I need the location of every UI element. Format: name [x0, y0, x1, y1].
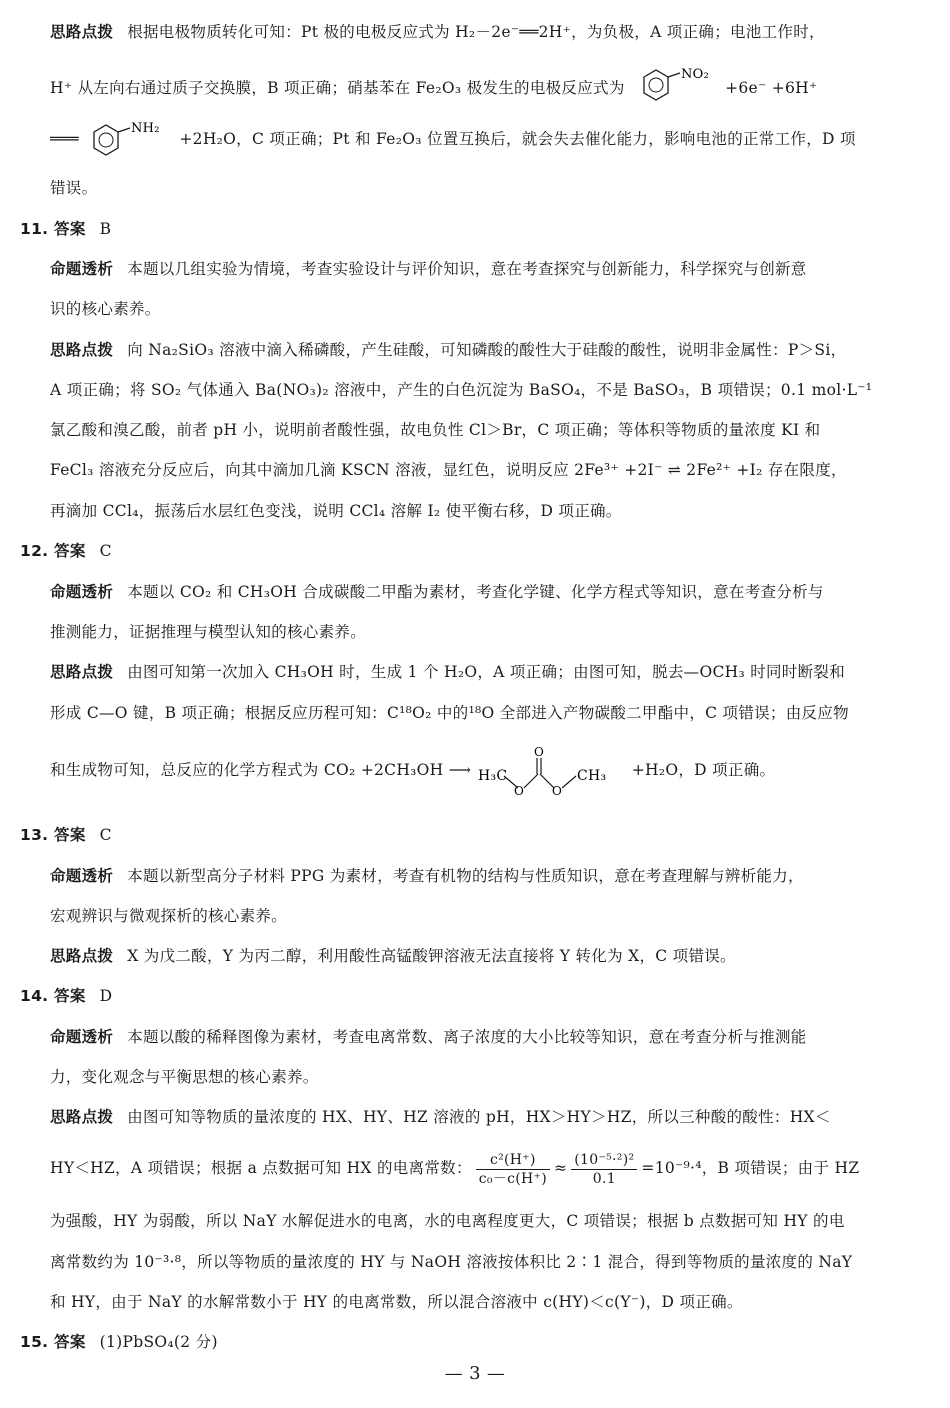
- line-text: H⁺ 从左向右通过质子交换膜，B 项正确；硝基苯在 Fe₂O₃ 极发生的电极反应式为: [50, 79, 625, 97]
- page-number: — 3 —: [444, 1363, 506, 1384]
- approx-sign: ≈: [553, 1159, 568, 1177]
- answer-value: B: [99, 220, 112, 238]
- value-fraction: [571, 1151, 637, 1188]
- answer-line: [20, 823, 932, 847]
- answer-line: [20, 217, 932, 241]
- line-text: 根据电极物质转化可知：Pt 极的电极反应式为 H₂－2e⁻══2H⁺，为负极，A 项正确；电池工作时，: [127, 23, 825, 41]
- methyl-left-label: H₃C: [478, 768, 508, 784]
- aniline-structure: [84, 120, 174, 160]
- carbonyl-oxygen: O: [534, 746, 545, 759]
- analysis-line: [50, 257, 932, 281]
- line-text-tail: =10⁻⁹·⁴，B 项错误；由于 HZ: [641, 1159, 860, 1177]
- analysis-line: [50, 904, 932, 928]
- fraction-denominator: c₀－c(H⁺): [478, 1170, 547, 1187]
- analysis-line: [50, 745, 932, 796]
- line-text: 为强酸，HY 为弱酸，所以 NaY 水解促进水的电离，水的电离程度更大，C 项错误；根据 b 点数据可知 HY 的电: [50, 1212, 845, 1230]
- line-text: 由图可知等物质的量浓度的 HX、HY、HZ 溶液的 pH，HX＞HY＞HZ，所以三种酸的酸性：HX＜: [127, 1108, 831, 1126]
- answer-line: [20, 1330, 932, 1354]
- analysis-line: [50, 120, 932, 160]
- line-text: 和 HY，由于 NaY 的水解常数小于 HY 的电离常数，所以混合溶液中 c(HY)＜c(Y⁻)，D 项正确。: [50, 1293, 743, 1311]
- line-text-tail: +6e⁻ +6H⁺: [725, 79, 818, 97]
- line-text: 本题以新型高分子材料 PPG 为素材，考查有机物的结构与性质知识，意在考查理解与辨析能力，: [127, 867, 804, 885]
- fraction-numerator: (10⁻⁵·²)²: [571, 1151, 637, 1170]
- analysis-line: [50, 1025, 932, 1049]
- line-text: 宏观辨识与微观探析的核心素养。: [50, 907, 288, 925]
- section-label: 思路点拨: [50, 1108, 114, 1126]
- section-label: 命题透析: [50, 260, 114, 278]
- answer-line: [20, 539, 932, 563]
- line-text: 错误。: [50, 179, 98, 197]
- analysis-line: [50, 20, 932, 44]
- dimethyl-carbonate-structure: [476, 746, 626, 796]
- question-number: 15. 答案: [20, 1333, 86, 1351]
- line-text: 形成 C—O 键，B 项正确；根据反应历程可知：C¹⁸O₂ 中的¹⁸O 全部进入产物碳酸二甲酯中，C 项错误；由反应物: [50, 704, 849, 722]
- line-text: 推测能力，证据推理与模型认知的核心素养。: [50, 623, 367, 641]
- analysis-line: [50, 1290, 932, 1314]
- answer-value: (1)PbSO₄(2 分): [99, 1333, 218, 1351]
- section-label: 思路点拨: [50, 947, 114, 965]
- ester-oxygen-left: O: [514, 784, 525, 796]
- answer-value: C: [99, 542, 112, 560]
- answer-value: D: [99, 987, 113, 1005]
- analysis-line: [50, 1250, 932, 1274]
- analysis-line: [50, 701, 932, 725]
- line-text: FeCl₃ 溶液充分反应后，向其中滴加几滴 KSCN 溶液，显红色，说明反应 2Fe³⁺ +2I⁻ ⇌ 2Fe²⁺ +I₂ 存在限度，: [50, 461, 847, 479]
- line-text: A 项正确；将 SO₂ 气体通入 Ba(NO₃)₂ 溶液中，产生的白色沉淀为 BaSO₄，不是 BaSO₃，B 项错误；0.1 mol·L⁻¹: [50, 381, 873, 399]
- analysis-line: [50, 944, 932, 968]
- line-text: 力，变化观念与平衡思想的核心素养。: [50, 1068, 319, 1086]
- question-number: 12. 答案: [20, 542, 86, 560]
- analysis-line: [50, 580, 932, 604]
- analysis-line: [50, 67, 932, 111]
- question-number: 11. 答案: [20, 220, 86, 238]
- analysis-line: [50, 620, 932, 644]
- analysis-line: [50, 418, 932, 442]
- line-text: 再滴加 CCl₄，振荡后水层红色变浅，说明 CCl₄ 溶解 I₂ 使平衡右移，D 项正确。: [50, 502, 622, 520]
- equal-sign: ═══: [50, 129, 79, 148]
- section-label: 思路点拨: [50, 663, 114, 681]
- analysis-line: [50, 1065, 932, 1089]
- line-text: 本题以酸的稀释图像为素材，考查电离常数、离子浓度的大小比较等知识，意在考查分析与推测能: [127, 1028, 807, 1046]
- question-number: 13. 答案: [20, 826, 86, 844]
- line-text: X 为戊二酸，Y 为丙二醇，利用酸性高锰酸钾溶液无法直接将 Y 转化为 X，C 项错误。: [127, 947, 736, 965]
- analysis-line: [50, 297, 932, 321]
- analysis-line: [50, 458, 932, 482]
- analysis-line: [50, 1146, 932, 1190]
- answer-value: C: [99, 826, 112, 844]
- amino-group-label: NH₂: [131, 121, 160, 136]
- line-text: +2H₂O，C 项正确；Pt 和 Fe₂O₃ 位置互换后，就会失去催化能力，影响电池的正常工作，D 项: [179, 130, 856, 148]
- methyl-right-label: CH₃: [577, 768, 607, 784]
- line-text: 向 Na₂SiO₃ 溶液中滴入稀磷酸，产生硅酸，可知磷酸的酸性大于硅酸的酸性，说明非金属性：P＞Si，: [127, 341, 847, 359]
- analysis-line: [50, 499, 932, 523]
- line-text: HY＜HZ，A 项错误；根据 a 点数据可知 HX 的电离常数：: [50, 1159, 472, 1177]
- line-text: 和生成物可知，总反应的化学方程式为 CO₂ +2CH₃OH ⟶: [50, 761, 472, 779]
- analysis-line: [50, 660, 932, 684]
- ester-oxygen-right: O: [552, 784, 563, 796]
- fraction-denominator: 0.1: [592, 1170, 616, 1187]
- section-label: 思路点拨: [50, 23, 114, 41]
- line-text: 由图可知第一次加入 CH₃OH 时，生成 1 个 H₂O，A 项正确；由图可知，脱去—OCH₃ 时同时断裂和: [127, 663, 845, 681]
- section-label: 命题透析: [50, 1028, 114, 1046]
- line-text: 识的核心素养。: [50, 300, 161, 318]
- line-text: 本题以几组实验为情境，考查实验设计与评价知识，意在考查探究与创新能力，科学探究与创新意: [127, 260, 807, 278]
- analysis-line: [50, 378, 932, 402]
- line-text-tail: +H₂O，D 项正确。: [631, 761, 776, 779]
- analysis-line: [50, 1209, 932, 1233]
- analysis-line: [50, 864, 932, 888]
- analysis-line: [50, 338, 932, 362]
- analysis-line: [50, 176, 932, 200]
- question-number: 14. 答案: [20, 987, 86, 1005]
- nitro-group-label: NO₂: [680, 67, 710, 82]
- fraction-numerator: c²(H⁺): [476, 1151, 550, 1170]
- nitrobenzene-structure: [630, 67, 720, 111]
- answer-line: [20, 984, 932, 1008]
- analysis-line: [50, 1105, 932, 1129]
- section-label: 命题透析: [50, 867, 114, 885]
- section-label: 思路点拨: [50, 341, 114, 359]
- section-label: 命题透析: [50, 583, 114, 601]
- ionization-fraction: [476, 1151, 550, 1188]
- line-text: 离常数约为 10⁻³·⁸，所以等物质的量浓度的 HY 与 NaOH 溶液按体积比 2∶1 混合，得到等物质的量浓度的 NaY: [50, 1253, 853, 1271]
- line-text: 氯乙酸和溴乙酸，前者 pH 小，说明前者酸性强，故电负性 Cl＞Br，C 项正确；等体积等物质的量浓度 KI 和: [50, 421, 821, 439]
- line-text: 本题以 CO₂ 和 CH₃OH 合成碳酸二甲酯为素材，考查化学键、化学方程式等知识，意在考查分析与: [127, 583, 824, 601]
